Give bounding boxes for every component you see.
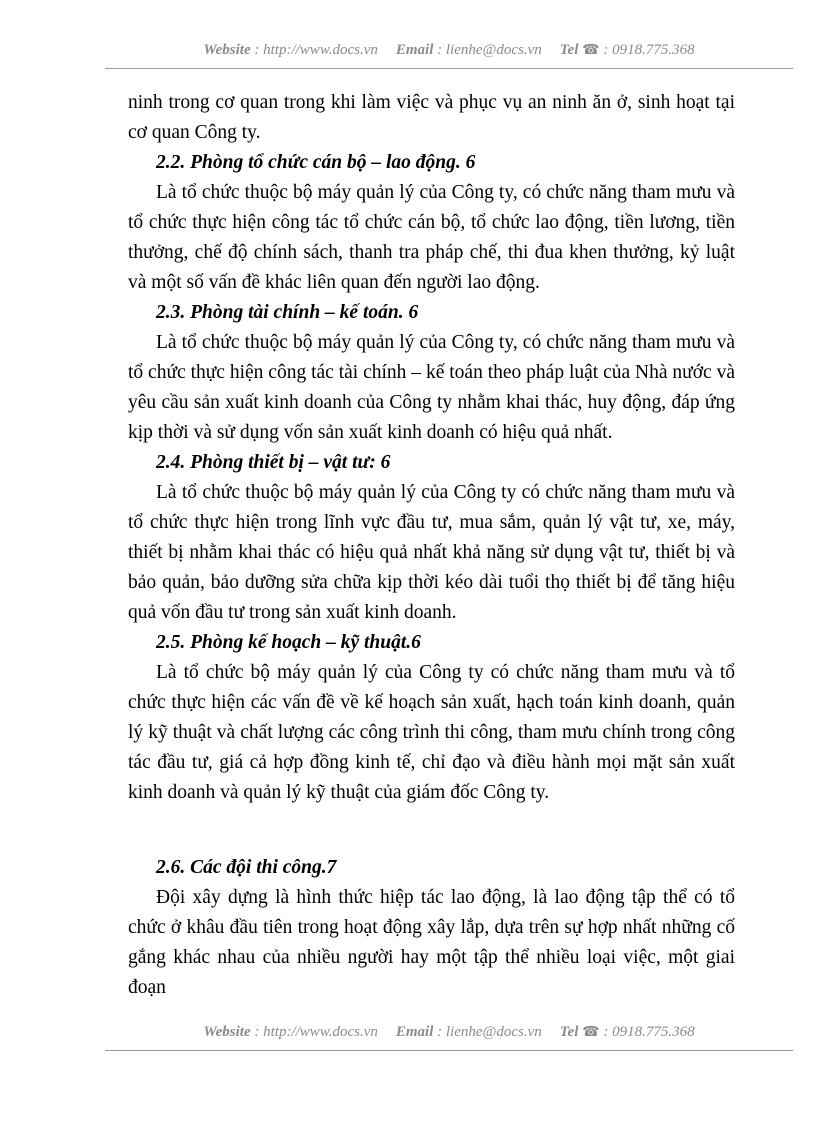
separator: : (250, 42, 264, 58)
phone-icon: ☎ (582, 43, 600, 58)
email-group (396, 1024, 542, 1041)
phone-icon: ☎ (582, 1025, 600, 1040)
paragraph-continuation: ninh trong cơ quan trong khi làm việc và phục vụ an ninh ăn ở, sinh hoạt tại cơ quan Công ty. (128, 92, 735, 143)
website-label: Website (203, 1024, 251, 1040)
paragraph-2-5: Là tổ chức bộ máy quản lý của Công ty có chức năng tham mưu và tổ chức thực hiện các vấn đề về kế hoạch sản xuất, hạch toán kinh doanh, quản lý kỹ thuật và chất lượng các công trình thi công, tham mưu chính trong công tác đầu tư, giá cả hợp đồng kinh tế, chỉ đạo và điều hành mọi mặt sản xuất kinh doanh và quản lý kỹ thuật của giám đốc Công ty. (128, 662, 735, 803)
email-address: lienhe@docs.vn (445, 1024, 542, 1040)
email-label: Email (395, 1024, 434, 1040)
email-label: Email (395, 42, 434, 58)
paragraph-2-3: Là tổ chức thuộc bộ máy quản lý của Công ty, có chức năng tham mưu và tổ chức thực hiện công tác tài chính – kế toán theo pháp luật của Nhà nước và yêu cầu sản xuất kinh doanh của Công ty nhằm khai thác, huy động, đáp ứng kịp thời và sử dụng vốn sản xuất kinh doanh có hiệu quả nhất. (128, 332, 735, 443)
page-footer (105, 1024, 793, 1051)
tel-label: Tel (559, 42, 583, 58)
footer-contact-line (105, 1024, 793, 1041)
website-group (203, 1024, 377, 1041)
website-group (203, 42, 377, 59)
separator: : (433, 42, 446, 58)
tel-group (560, 1024, 695, 1041)
page-header (105, 42, 793, 69)
separator: : (599, 1024, 613, 1040)
section-heading-2-2: 2.2. Phòng tổ chức cán bộ – lao động. 6 (156, 152, 476, 173)
email-group (396, 42, 542, 59)
separator: : (599, 42, 613, 58)
email-address: lienhe@docs.vn (445, 42, 542, 58)
separator: : (433, 1024, 446, 1040)
paragraph-2-4: Là tổ chức thuộc bộ máy quản lý của Công ty có chức năng tham mưu và tổ chức thực hiện trong lĩnh vực đầu tư, mua sắm, quản lý vật tư, xe, máy, thiết bị nhằm khai thác có hiệu quả nhất khả năng sử dụng vật tư, thiết bị và bảo quản, bảo dưỡng sửa chữa kịp thời kéo dài tuổi thọ thiết bị để tăng hiệu quả vốn đầu tư trong sản xuất kinh doanh. (128, 482, 735, 623)
section-heading-2-5: 2.5. Phòng kế hoạch – kỹ thuật.6 (156, 632, 421, 653)
paragraph-2-2: Là tổ chức thuộc bộ máy quản lý của Công ty, có chức năng tham mưu và tổ chức thực hiện công tác tổ chức cán bộ, tổ chức lao động, tiền lương, tiền thưởng, chế độ chính sách, thanh tra pháp chế, thi đua khen thưởng, kỷ luật và một số vấn đề khác liên quan đến người lao động. (128, 182, 735, 293)
website-url: http://www.docs.vn (263, 1024, 378, 1040)
website-url: http://www.docs.vn (263, 42, 378, 58)
tel-number: 0918.775.368 (612, 1024, 695, 1040)
tel-group (560, 42, 695, 59)
separator: : (250, 1024, 264, 1040)
tel-label: Tel (559, 1024, 583, 1040)
website-label: Website (203, 42, 251, 58)
tel-number: 0918.775.368 (612, 42, 695, 58)
section-heading-2-6: 2.6. Các đội thi công.7 (156, 857, 337, 878)
document-body (128, 88, 735, 1003)
section-heading-2-3: 2.3. Phòng tài chính – kế toán. 6 (156, 302, 419, 323)
section-heading-2-4: 2.4. Phòng thiết bị – vật tư: 6 (156, 452, 391, 473)
paragraph-2-6: Đội xây dựng là hình thức hiệp tác lao động, là lao động tập thể có tổ chức ở khâu đầu tiên trong hoạt động xây lắp, dựa trên sự hợp nhất những cố gắng khác nhau của nhiều người hay một tập thể nhiều loại việc, một giai đoạn (128, 887, 735, 998)
header-contact-line (105, 42, 793, 59)
